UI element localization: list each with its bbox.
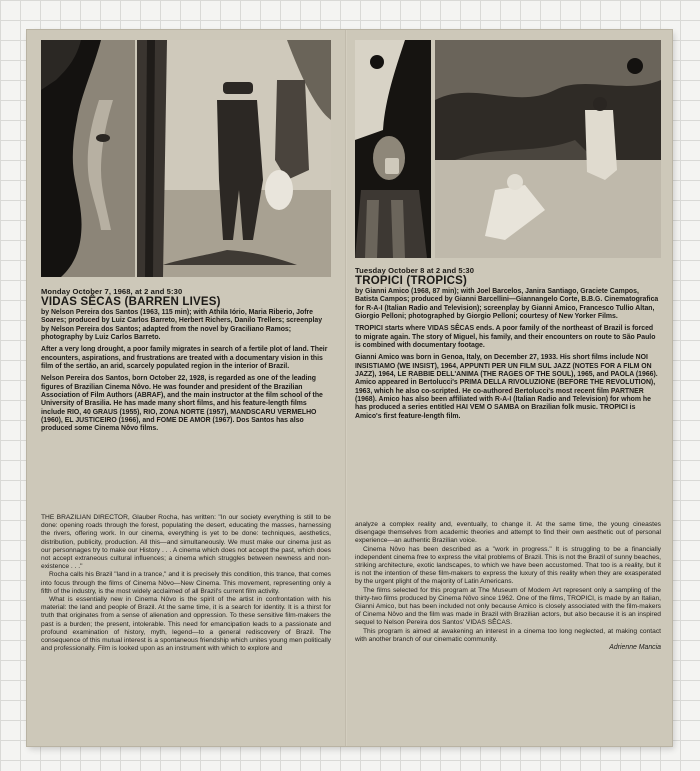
essay-paragraph: THE BRAZILIAN DIRECTOR, Glauber Rocha, has written: "In our society everything is still to be done: opening roads through the forest, populating the desert, educating the masses, harnessing the rivers, offering work. In our cinema, everything is yet to be done: techniques, aesthetics, distribution, publicity, production. All this—and simultaneously. We must make our cinema just as our personnages try to make our History . . . A cinema which does not accept the past, which does not accept extraneous cultural influences; a cinema which struggles between newness and non-existence . . ."	[41, 514, 331, 571]
tropici-portrait-photo	[355, 40, 431, 258]
author-signature: Adrienne Mancia	[609, 644, 661, 652]
essay-paragraph: analyze a complex reality and, eventually, to change it. At the same time, the young cineastes disengage themselves from academic theories and attempt to find their own aesthetic out of personal experience—an authentic Brazilian voice.	[355, 521, 661, 545]
left-panel	[27, 30, 345, 746]
film-credits: by Nelson Pereira dos Santos (1963, 115 min); with Athila Iório, Maria Riberio, Jofre Soares; produced by Luiz Carlos Barreto, Herbert Richers, Danilo Trellers; screenplay by Nelson Pereira dos Santos; adapted from the novel by Graciliano Ramos; photography by Luiz Carlos Barreto.	[41, 309, 323, 342]
director-portrait-photo	[41, 40, 135, 277]
film-synopsis: After a very long drought, a poor family migrates in search of a fertile plot of land. Their encounters, aspirations, and frustrations are treated with a documentary vision in this film of the sertão, an arid, scarcely populated region in the interior of Brazil.	[41, 346, 328, 371]
film-synopsis: TROPICI starts where VIDAS SÊCAS ends. A poor family of the northeast of Brazil is forced to migrate again. The story of Miguel, his family, and their encounters on route to São Paulo is combined with documentary footage.	[355, 325, 656, 350]
essay-paragraph: This program is aimed at awakening an interest in a cinema too long neglected, at making contact with another branch of our cinematic community.	[355, 627, 661, 643]
essay-paragraph: What is essentially new in Cinema Nôvo is the spirit of the artist in confrontation with his material: the land and people of Brazil. At the same time, it is a search for identity. It is a thirst for truth that originates from a sense of alienation and oppression. To these sensitive film-makers the past is a burden; the present, intolerable. This need for emancipation leads to a passionate and profound examination of history, myth, legend—to a general rediscovery of Brazil. The consequence of this mutual interest is a spontaneous friendship which unites young men politically and professionally. Film is looked upon as an instrument with which to explore and	[41, 596, 331, 653]
director-bio: Gianni Amico was born in Genoa, Italy, on December 27, 1933. His short films include NOI INSISTIAMO (WE INSIST), 1964, APPUNTI PER UN FILM SUL JAZZ (NOTES FOR A FILM ON JAZZ), 1964, LE RABBIE DELL'ANIMA (THE RAGES OF THE SOUL), 1965, and PAOLA (1966). Amico appeared in Bertolucci's PRIMA DELLA RIVOLUZIONE (BEFORE THE REVOLUTION), 1963, which he also co-scripted. He co-authored Bertolucci's most recent film PARTNER (1968). Amico has also been affiliated with R-A-I (Italian Radio and Television) for whom he has produced a series entitled HAI VEM O SAMBA on Brazilian folk music. TROPICI is Amico's first feature-length film.	[355, 354, 658, 420]
film-title: VIDAS SÊCAS (BARREN LIVES)	[41, 296, 221, 308]
essay-paragraph: The films selected for this program at The Museum of Modern Art represent only a sampling of the thirty-two films produced by Cinema Nôvo since 1962. One of the films, TROPICI, is made by an Italian, Gianni Amico, but has been included not only because Amico is closely associated with the film-makers of Cinema Nôvo and the film was made in Brazil with Brazilian actors, but also because it is an inspired sequel to Nelson Pereira dos Santos' VIDAS SÊCAS.	[355, 586, 661, 627]
vidas-secas-listing	[41, 287, 331, 434]
tropici-still-photo	[435, 40, 661, 258]
screening-date: Tuesday October 8 at 2 and 5:30	[355, 266, 475, 275]
program-leaflet	[27, 30, 672, 746]
director-bio: Nelson Pereira dos Santos, born October 22, 1928, is regarded as one of the leading figures of Brazilian Cinema Nôvo. He was founder and president of the Brazilian Association of Film Authors (ABRAF), and the main instructor at the film school of the University of Brasilia. He has made many short films, and his feature-length films include RIO, 40 GRAUS (1955), RIO, ZONA NORTE (1957), MANDSCARU VERMELHO (1960), EL JUSTICEIRO (1966), and FOME DE AMOR (1967). Dos Santos has also produced some Cinema Nôvo films.	[41, 375, 323, 433]
tropici-listing	[355, 266, 661, 421]
vidas-secas-still-photo	[137, 40, 331, 277]
essay-paragraph: Cinema Nôvo has been described as a "work in progress." It is struggling to be a financially independent cinema free to express the vital problems of Brazil. This is not the Brazil of sunny beaches, striking architecture, exotic landscapes, to which we have been accustomed. That too is a reality, but it is not the intention of these film-makers to express the luxury of this reality when they are exasperated by the urgent plight of the majority of Latin Americans.	[355, 545, 661, 586]
screening-date: Monday October 7, 1968, at 2 and 5:30	[41, 287, 183, 296]
right-panel	[347, 30, 672, 746]
essay-left-column	[41, 514, 331, 653]
essay-paragraph: Rocha calls his Brazil "land in a trance," and it is precisely this condition, this trance, that comes into focus through the films of Cinema Nôvo—New Cinema. This movement, representing only a fifth of the industry, is the most widely acclaimed of all Brazil's current film activity.	[41, 571, 331, 595]
film-title: TROPICI (TROPICS)	[355, 275, 468, 287]
film-credits: by Gianni Amico (1968, 87 min); with Joel Barcelos, Janira Santiago, Graciete Campos, Batista Campos; produced by Gianni Barcellini—Giannangelo Corte, B.B.G. Cinematografica for R-A-I (Italian Radio and Television); screenplay by Gianni Amico, Francesco Tullio Altan, Giorgio Pelloni; photographed by Giorgio Pelloni; courtesy of New Yorker Films.	[355, 288, 659, 321]
essay-right-column	[355, 521, 661, 651]
